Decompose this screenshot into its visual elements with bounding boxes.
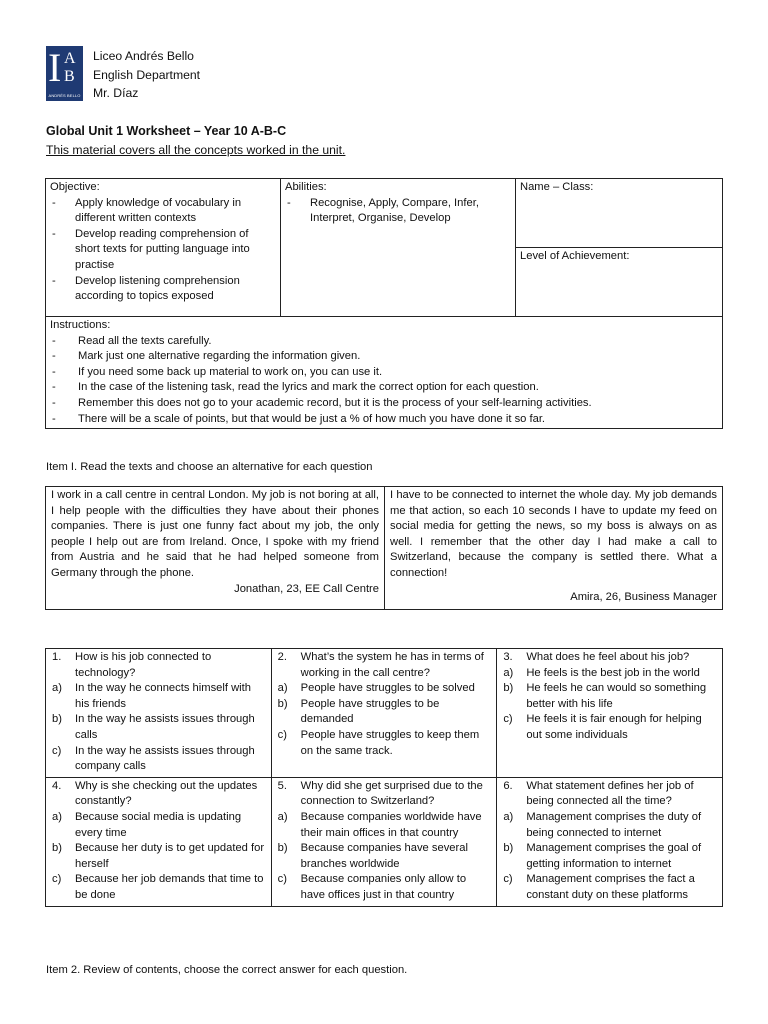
objectives-table <box>45 178 723 429</box>
question-text: 5. Why did she get surprised due to the connection to Switzerland? <box>277 779 483 808</box>
questions-table <box>45 648 723 907</box>
answer-option[interactable]: c) Because companies only allow to have offices just in that country <box>277 873 467 901</box>
answer-option[interactable]: c) Management comprises the fact a constant duty on these platforms <box>503 873 695 901</box>
item-1-heading: Item I. Read the texts and choose an alternative for each question <box>46 461 373 473</box>
school-header <box>93 47 200 103</box>
answer-option[interactable]: b) Because her duty is to get updated for herself <box>52 842 265 870</box>
instruction-item: - In the case of the listening task, read the lyrics and mark the correct option for each question. <box>52 381 539 394</box>
text-jonathan <box>46 487 385 610</box>
answer-option[interactable]: b) People have struggles to be demanded <box>277 697 440 726</box>
achievement-cell[interactable] <box>516 248 723 317</box>
question-text: 1. How is his job connected to technology? <box>52 651 212 679</box>
text-signature: Amira, 26, Business Manager <box>570 590 717 603</box>
answer-option[interactable]: a) Because companies worldwide have their main offices in that country <box>277 810 482 839</box>
logo-letter-i: I <box>48 45 62 90</box>
logo-letter-b: B <box>64 68 75 85</box>
answer-option[interactable]: b) In the way he assists issues through calls <box>52 713 255 741</box>
answer-option[interactable]: b) Management comprises the goal of getting information to internet <box>503 842 702 870</box>
objective-cell <box>46 179 281 317</box>
achievement-label: Level of Achievement: <box>520 250 630 262</box>
question-text: 4. Why is she checking out the updates constantly? <box>52 779 258 808</box>
department-name: English Department <box>93 67 201 82</box>
worksheet-title: Global Unit 1 Worksheet – Year 10 A-B-C <box>46 124 287 138</box>
question-cell <box>271 777 497 906</box>
text-body: I have to be connected to internet the whole day. My job demands me that action, so each 10 seconds I have to update my feed on social media for getting the news, so my boss is always on as well. I remember that the other day I had make a call to Switzerland, because the company is settled there. What a connection! <box>390 489 717 579</box>
objective-item: - Apply knowledge of vocabulary in different written contexts <box>52 196 242 225</box>
logo-caption: ANDRÉS BELLO <box>48 93 81 98</box>
question-text: 3. What does he feel about his job? <box>503 651 690 663</box>
abilities-cell <box>281 179 516 317</box>
answer-option[interactable]: c) People have struggles to keep them on the same track. <box>277 728 480 757</box>
name-class-cell[interactable] <box>516 179 723 248</box>
text-signature: Jonathan, 23, EE Call Centre <box>234 582 379 595</box>
answer-option[interactable]: c) In the way he assists issues through company calls <box>52 744 255 773</box>
teacher-name: Mr. Díaz <box>93 86 139 100</box>
answer-option[interactable]: a) He feels is the best job in the world <box>503 666 700 679</box>
answer-option[interactable]: a) People have struggles to be solved <box>277 682 475 695</box>
abilities-heading: Abilities: <box>285 181 327 193</box>
item-2-heading: Item 2. Review of contents, choose the correct answer for each question. <box>46 964 408 976</box>
answer-option[interactable]: a) In the way he connects himself with his friends <box>52 682 251 710</box>
text-amira <box>385 487 723 610</box>
instruction-item: - Remember this does not go to your academic record, but it is the process of your self-learning activities. <box>52 396 592 409</box>
question-cell <box>271 649 497 778</box>
question-cell <box>46 777 272 906</box>
instructions-cell <box>46 317 723 429</box>
question-text: 6. What statement defines her job of being connected all the time? <box>503 779 694 808</box>
name-class-label: Name – Class: <box>520 181 594 193</box>
answer-option[interactable]: b) He feels he can would so something better with his life <box>503 682 707 710</box>
objective-item: - Develop listening comprehension according to topics exposed <box>52 274 240 303</box>
school-name: Liceo Andrés Bello <box>93 49 194 63</box>
instructions-heading: Instructions: <box>50 319 111 331</box>
instruction-item: - Read all the texts carefully. <box>52 334 212 347</box>
worksheet-subtitle: This material covers all the concepts worked in the unit. <box>46 143 346 157</box>
instruction-item: - If you need some back up material to work on, you can use it. <box>52 365 383 378</box>
question-text: 2. What’s the system he has in terms of working in the call centre? <box>277 651 484 679</box>
answer-option[interactable]: b) Because companies have several branches worldwide <box>277 842 468 870</box>
question-cell <box>497 777 723 906</box>
instruction-item: - Mark just one alternative regarding the information given. <box>52 350 361 363</box>
school-logo <box>46 46 83 101</box>
objective-item: - Develop reading comprehension of short texts for putting language into practise <box>52 227 250 271</box>
answer-option[interactable]: a) Because social media is updating every time <box>52 810 242 839</box>
answer-option[interactable]: c) Because her job demands that time to be done <box>52 873 264 901</box>
question-cell <box>497 649 723 778</box>
instruction-item: - There will be a scale of points, but that would be just a % of how much you have done it so far. <box>52 412 546 425</box>
answer-option[interactable]: a) Management comprises the duty of being connected to internet <box>503 810 702 839</box>
abilities-item: - Recognise, Apply, Compare, Infer, Interpret, Organise, Develop <box>287 196 479 225</box>
objective-heading: Objective: <box>50 181 100 193</box>
question-cell <box>46 649 272 778</box>
reading-texts-table <box>45 486 723 610</box>
text-body: I work in a call centre in central London. My job is not boring at all, I help people with the difficulties they have about their phones companies. There is just one funny fact about my job, the only people I help out are from Ireland. Once, I spoke with my friend from Austria and he said that he had helped someone from Germany through the phone. <box>51 489 379 579</box>
answer-option[interactable]: c) He feels it is fair enough for helping out some individuals <box>503 713 702 741</box>
logo-letter-a: A <box>64 50 76 67</box>
